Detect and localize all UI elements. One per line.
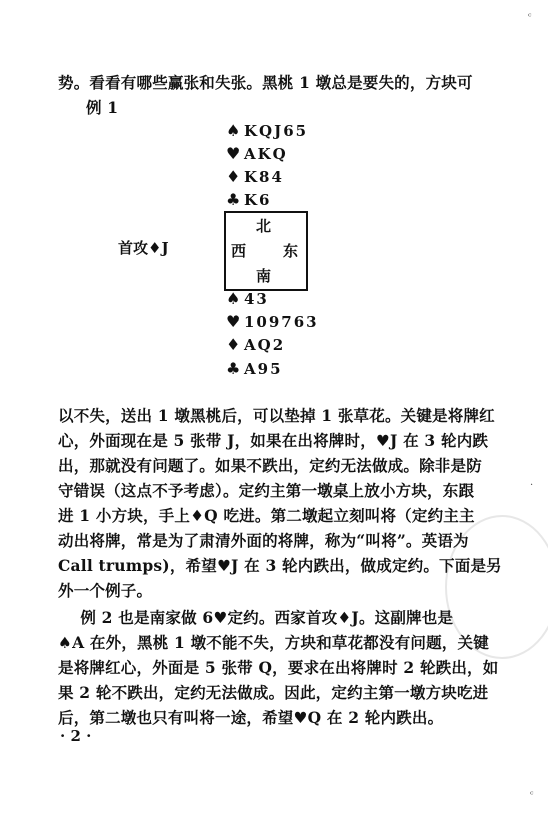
north-spades <box>226 120 308 142</box>
south-diamonds <box>226 334 285 356</box>
north-spades-cards: KQJ65 <box>244 122 309 140</box>
example-1-label: 例 1 <box>86 98 119 117</box>
compass-south: 南 <box>256 267 272 285</box>
south-spades-cards: 43 <box>244 290 269 308</box>
north-clubs <box>226 189 271 211</box>
south-clubs-cards: A95 <box>244 360 283 378</box>
body-line: 守错误（这点不予考虑）。定约主第一墩桌上放小方块，东跟 <box>58 481 475 500</box>
north-diamonds <box>226 166 284 188</box>
club-icon: ♣ <box>226 190 241 209</box>
compass-north: 北 <box>256 217 272 235</box>
south-diamonds-cards: AQ2 <box>244 336 286 354</box>
north-diamonds-cards: K84 <box>244 168 284 186</box>
diamond-icon: ♦ <box>226 167 241 186</box>
body-line: Call trumps)，希望♥J 在 3 轮内跌出，做成定约。下面是另 <box>58 556 502 575</box>
scan-mark: ᶜ <box>528 12 532 23</box>
body-line: 出，那就没有问题了。如果不跌出，定约无法做成。除非是防 <box>58 456 482 475</box>
body-line: 外一个例子。 <box>58 581 153 600</box>
body-line: 动出将牌，常是为了肃清外面的将牌，称为“叫将”。英语为 <box>58 531 469 550</box>
body-line: 例 2 也是南家做 6♥定约。西家首攻♦J。这副牌也是 <box>58 608 454 627</box>
body-line: ♠A 在外，黑桃 1 墩不能不失，方块和草花都没有问题，关键 <box>58 633 489 652</box>
scan-mark: · <box>530 480 534 491</box>
heart-icon: ♥ <box>226 312 241 331</box>
compass-box <box>224 211 308 291</box>
intro-line-1: 势。看看有哪些赢张和失张。黑桃 1 墩总是要失的，方块可 <box>58 73 473 92</box>
body-line: 进 1 小方块，手上♦Q 吃进。第二墩起立刻叫将（定约主主 <box>58 506 475 525</box>
body-line: 以不失，送出 1 墩黑桃后，可以垫掉 1 张草花。关键是将牌红 <box>58 406 495 425</box>
body-line: 是将牌红心，外面是 5 张带 Q，要求在出将牌时 2 轮跌出，如 <box>58 658 499 677</box>
body-line: 心，外面现在是 5 张带 J，如果在出将牌时，♥J 在 3 轮内跌 <box>58 431 489 450</box>
south-hearts <box>226 311 319 333</box>
north-hearts-cards: AKQ <box>244 145 288 163</box>
opening-lead: 首攻♦J <box>118 239 169 257</box>
compass-west: 西 <box>231 242 247 260</box>
watermark-seal <box>445 515 548 659</box>
north-hearts <box>226 143 288 165</box>
body-line: 果 2 轮不跌出，定约无法做成。因此，定约主第一墩方块吃进 <box>58 683 489 702</box>
club-icon: ♣ <box>226 359 241 378</box>
spade-icon: ♠ <box>226 289 241 308</box>
south-clubs <box>226 358 283 380</box>
diamond-icon: ♦ <box>226 335 241 354</box>
body-line: 后，第二墩也只有叫将一途，希望♥Q 在 2 轮内跌出。 <box>58 708 444 727</box>
compass-east: 东 <box>283 242 299 260</box>
scan-mark: ᶜ <box>530 790 534 801</box>
south-spades <box>226 288 269 310</box>
page-number: · 2 · <box>60 727 92 745</box>
north-clubs-cards: K6 <box>244 191 272 209</box>
heart-icon: ♥ <box>226 144 241 163</box>
spade-icon: ♠ <box>226 121 241 140</box>
south-hearts-cards: 109763 <box>244 313 319 331</box>
